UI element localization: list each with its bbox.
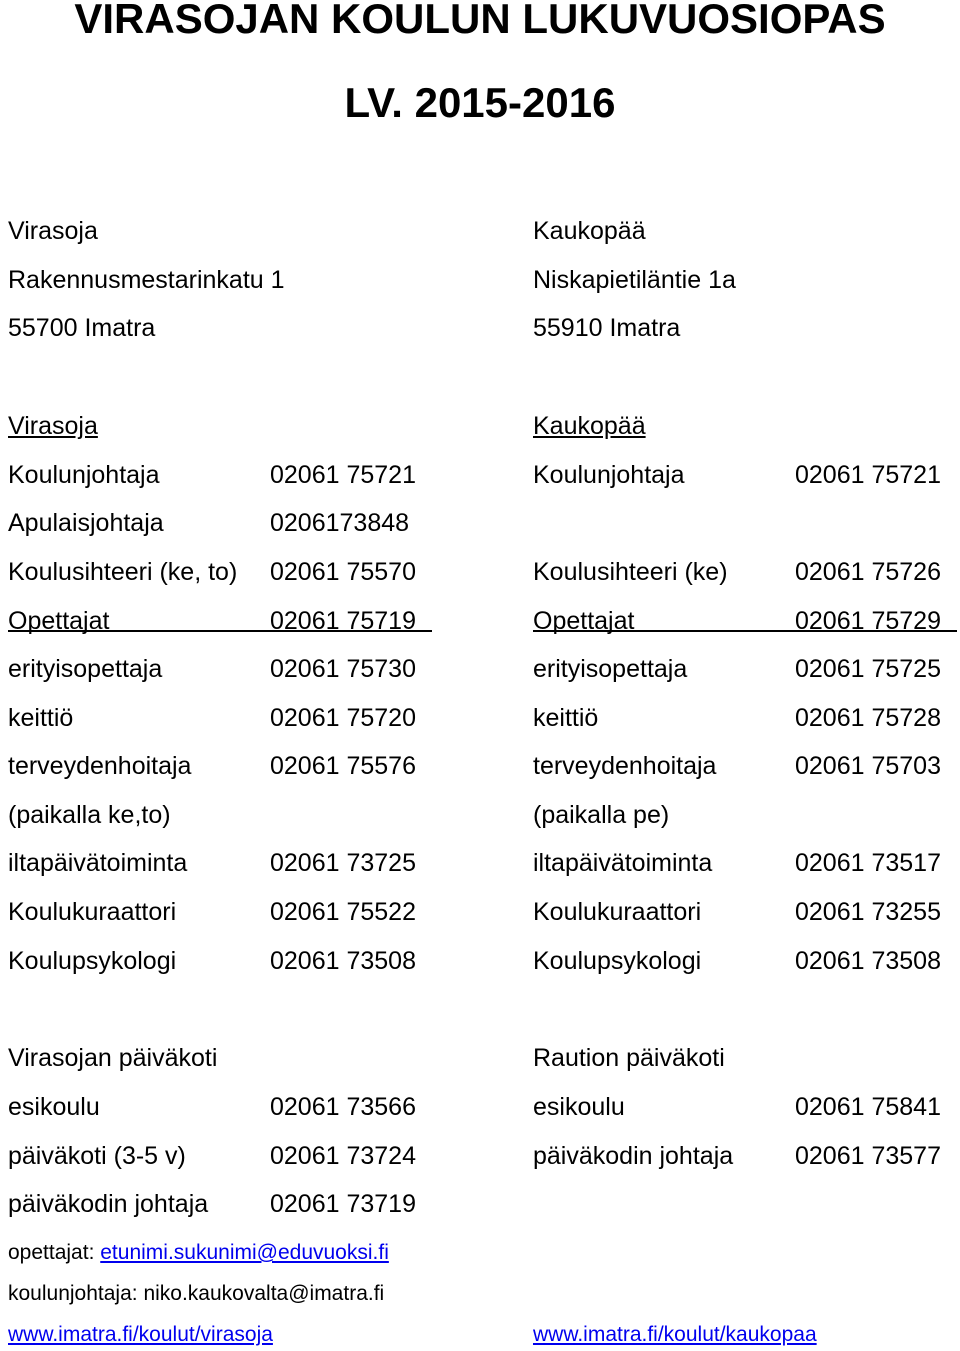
- teachers-email-line: [8, 1240, 389, 1266]
- daycare-phone: 02061 75841: [795, 1093, 941, 1121]
- contact-label: Opettajat: [533, 607, 635, 635]
- daycare-label: päiväkodin johtaja: [8, 1190, 209, 1218]
- contact-phone: 02061 73508: [270, 947, 416, 975]
- contact-phone: 02061 75703: [795, 752, 941, 780]
- contact-label: terveydenhoitaja: [533, 752, 717, 780]
- page-title: VIRASOJAN KOULUN LUKUVUOSIOPAS: [74, 0, 886, 42]
- contact-phone: 02061 75729: [795, 607, 941, 635]
- address-city: 55700 Imatra: [8, 314, 156, 342]
- contact-label: Apulaisjohtaja: [8, 509, 164, 537]
- contacts-heading-kaukopaa: Kaukopää: [533, 412, 646, 440]
- daycare-phone: 02061 73566: [270, 1093, 416, 1121]
- page-subtitle: LV. 2015-2016: [344, 79, 616, 126]
- contact-phone: 02061 73508: [795, 947, 941, 975]
- daycare-label: päiväkoti (3-5 v): [8, 1142, 186, 1170]
- contact-phone: 02061 75725: [795, 655, 941, 683]
- contact-phone: 02061 75730: [270, 655, 416, 683]
- contact-label: Opettajat: [8, 607, 110, 635]
- principal-email: niko.kaukovalta@imatra.fi: [143, 1282, 385, 1305]
- contacts-heading-virasoja: Virasoja: [8, 412, 98, 440]
- contact-note: (paikalla ke,to): [8, 801, 171, 829]
- contact-label: keittiö: [8, 704, 74, 732]
- address-street: Niskapietiläntie 1a: [533, 266, 736, 294]
- daycare-label: esikoulu: [533, 1093, 625, 1121]
- contact-phone: 02061 73517: [795, 849, 941, 877]
- contact-label: iltapäivätoiminta: [533, 849, 713, 877]
- kaukopaa-website-link[interactable]: www.imatra.fi/koulut/kaukopaa: [533, 1323, 817, 1346]
- teachers-email-link[interactable]: etunimi.sukunimi@eduvuoksi.fi: [100, 1241, 389, 1264]
- contact-label: erityisopettaja: [8, 655, 163, 683]
- address-name: Virasoja: [8, 217, 98, 245]
- address-name: Kaukopää: [533, 217, 646, 245]
- contact-label: Koulukuraattori: [8, 898, 177, 926]
- contact-label: keittiö: [533, 704, 599, 732]
- contact-phone: 02061 75570: [270, 558, 416, 586]
- daycare-phone: 02061 73719: [270, 1190, 416, 1218]
- contact-phone: 02061 73725: [270, 849, 416, 877]
- contact-label: Koulusihteeri (ke): [533, 558, 728, 586]
- contact-label: Koulunjohtaja: [8, 461, 160, 489]
- teachers-email-label: opettajat:: [8, 1241, 95, 1264]
- daycare-heading: Virasojan päiväkoti: [8, 1044, 218, 1072]
- contact-phone: 02061 75720: [270, 704, 416, 732]
- contact-label: Koulupsykologi: [533, 947, 702, 975]
- daycare-label: päiväkodin johtaja: [533, 1142, 734, 1170]
- address-street: Rakennusmestarinkatu 1: [8, 266, 285, 294]
- contact-label: iltapäivätoiminta: [8, 849, 188, 877]
- principal-email-label: koulunjohtaja:: [8, 1282, 138, 1305]
- daycare-phone: 02061 73577: [795, 1142, 941, 1170]
- contact-label: Koulupsykologi: [8, 947, 177, 975]
- principal-email-line: [8, 1281, 384, 1307]
- contact-phone: 02061 75721: [270, 461, 416, 489]
- contact-note: (paikalla pe): [533, 801, 670, 829]
- contact-phone: 02061 75728: [795, 704, 941, 732]
- daycare-phone: 02061 73724: [270, 1142, 416, 1170]
- contact-label: terveydenhoitaja: [8, 752, 192, 780]
- contact-label: Koulusihteeri (ke, to): [8, 558, 238, 586]
- contact-label: erityisopettaja: [533, 655, 688, 683]
- contact-phone: 02061 75576: [270, 752, 416, 780]
- virasoja-website-link[interactable]: www.imatra.fi/koulut/virasoja: [8, 1323, 273, 1346]
- contact-phone: 02061 75522: [270, 898, 416, 926]
- contact-phone: 02061 75726: [795, 558, 941, 586]
- contact-phone: 02061 73255: [795, 898, 941, 926]
- daycare-label: esikoulu: [8, 1093, 100, 1121]
- contact-phone: 02061 75719: [270, 607, 416, 635]
- contact-label: Koulunjohtaja: [533, 461, 685, 489]
- daycare-heading: Raution päiväkoti: [533, 1044, 725, 1072]
- contact-label: Koulukuraattori: [533, 898, 702, 926]
- contact-phone: 02061 75721: [795, 461, 941, 489]
- contact-phone: 0206173848: [270, 509, 410, 537]
- address-city: 55910 Imatra: [533, 314, 681, 342]
